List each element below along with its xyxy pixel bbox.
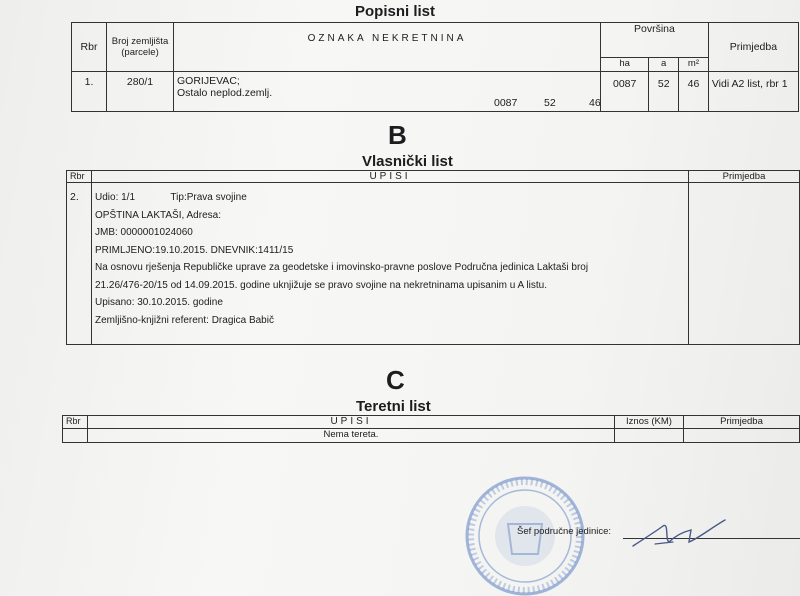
table-row (63, 429, 800, 443)
popisni-list-table (71, 22, 799, 112)
signature-label: Šef područne jedinice: (517, 526, 612, 537)
col-iznos: Iznos (KM) (615, 416, 684, 429)
cell-primjedba (689, 183, 800, 345)
decision-text-1: Na osnovu rješenja Republičke uprave za geodetske i imovinsko-pravne poslove Područna jedinica Laktaši broj (95, 262, 589, 273)
section-b-title: Vlasnički list (362, 153, 453, 170)
section-b-letter: B (388, 120, 407, 150)
oznaka-m2: 46 (589, 97, 601, 109)
oznaka-ha: 0087 (494, 97, 518, 109)
referent-line: Zemljišno-knjižni referent: Dragica Babič (95, 314, 274, 326)
col-m2: m² (679, 58, 709, 72)
col-parcele-label: (parcele) (121, 47, 159, 58)
col-rbr: Rbr (63, 416, 88, 429)
cell-primjedba: Vidi A2 list, rbr 1 (708, 72, 798, 112)
oznaka-a: 52 (544, 97, 556, 109)
cell-primjedba (684, 429, 800, 443)
cell-m2: 46 (679, 72, 709, 112)
cell-a: 52 (649, 72, 679, 112)
col-primjedba: Primjedba (684, 416, 800, 429)
cell-rbr: 1. (72, 72, 107, 112)
decision-text-2: 21.26/476-20/15 od 14.09.2015. godine uknjižuje se pravo svojine na nekretninama upisanim u A listu. (95, 279, 547, 291)
cell-iznos (615, 429, 684, 443)
section-c-letter: C (386, 365, 405, 395)
col-upisi: UPISI (92, 171, 689, 183)
col-oznaka-nekretnina: OZNAKA NEKRETNINA (174, 23, 601, 72)
cell-rbr (63, 429, 88, 443)
col-povrsina: Površina (601, 23, 709, 58)
handwritten-signature (625, 508, 745, 558)
teretni-list-table (62, 415, 800, 443)
udio: Udio: 1/1 (95, 192, 136, 203)
table-row (67, 183, 800, 345)
oznaka-name: GORIJEVAC; (177, 75, 240, 87)
col-rbr: Rbr (72, 23, 107, 72)
cell-oznaka (174, 72, 601, 112)
section-c-title: Teretni list (356, 398, 431, 415)
section-a-title: Popisni list (355, 3, 436, 20)
cell-upisi: Nema tereta. (88, 429, 615, 443)
udio-line (95, 189, 685, 207)
col-a: a (649, 58, 679, 72)
cell-broj: 280/1 (107, 72, 174, 112)
cell-ha: 0087 (601, 72, 649, 112)
col-ha: ha (601, 58, 649, 72)
oznaka-type: Ostalo neplod.zemlj. (177, 87, 273, 99)
jmb-line: JMB: 0000001024060 (95, 227, 193, 238)
table-row (72, 72, 799, 112)
primljeno-line: PRIMLJENO:19.10.2015. DNEVNIK:1411/15 (95, 244, 294, 256)
upisano-line: Upisano: 30.10.2015. godine (95, 297, 223, 308)
col-broj-label: Broj zemljišta (111, 36, 169, 47)
col-rbr: Rbr (67, 171, 92, 183)
owner-line: OPŠTINA LAKTAŠI, Adresa: (95, 209, 221, 221)
col-primjedba: Primjedba (708, 23, 798, 72)
tip: Tip:Prava svojine (170, 192, 247, 203)
col-broj-zemljista (107, 23, 174, 72)
vlasnicki-list-table (66, 170, 800, 345)
cell-rbr: 2. (67, 183, 92, 345)
cell-upisi (92, 183, 689, 345)
col-primjedba: Primjedba (689, 171, 800, 183)
col-upisi: UPISI (88, 416, 615, 429)
